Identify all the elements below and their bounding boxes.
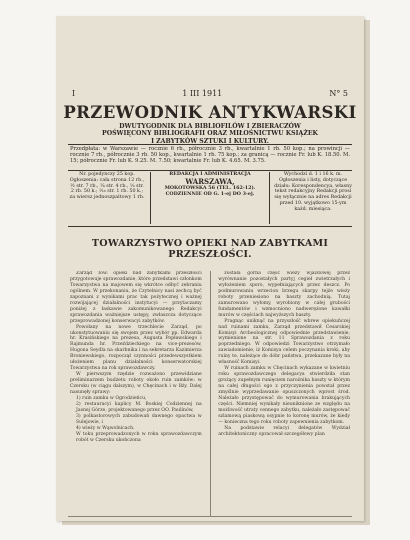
office-hours: CODZIENNIE OD G. 1-ej DO 3-ej. — [165, 190, 255, 197]
subscription-prices: Przedpłata: w Warszawie — rocznie 6 rb., półrocznie 3 rb., kwartalnie 1 rb. 50 kop.; na prowincji — rocznie 7 rb., półrocznie 3 rb. 50 kop., kwartalnie 1 rb. 75 kop.; za granicą — rocznie Fr. lub K. 18.50. M. 15; półrocznie Fr. lub K. 9.25. M. 7.50; kwartalnie Fr. lub K. 4.65. M. 3.75. — [70, 146, 350, 165]
office-address: MOKOTOWSKA 56 (TEL. 162-12). — [164, 184, 256, 191]
info-publication — [270, 172, 352, 224]
office-heading: REDAKCJA I ADMINISTRACJA — [169, 171, 251, 177]
article-column-left — [70, 271, 202, 516]
list-item: 4) wieży w Wąwolnicach. — [76, 425, 135, 431]
subtitle-line: DWUTYGODNIK DLA BIBLIOFILÓW I ZBIERACZÓW — [119, 123, 301, 130]
subtitle-line: POŚWIĘCONY BIBLIOGRAFII ORAZ MIŁOŚNICTWU KSIĄŻEK — [102, 130, 318, 138]
article-title-line: PRZESZŁOŚCI. — [168, 249, 252, 260]
correspondence-note: Ogłoszenia i listy, dotyczące działu: Korespondencya, własny tekst redakcyjny Redakcji prosi się wyłącznie na adres Redakcji przed 10. wyjątkowo 15-ym każd. miesiąca. — [274, 177, 352, 212]
article-body — [70, 271, 350, 516]
article-paragraph: W pierwszym rzędzie rozważono przewidziane preliminarzem budżetu roboty około ruin zamków: w Czersku (w ciągu dalszym), w Chęcinach i w Iłży. Dalej nasunęły sprawy: — [70, 372, 202, 396]
single-issue-price: Nr. pojedynczy 25 kop. — [79, 172, 135, 177]
issue-header — [72, 89, 348, 98]
info-box — [68, 172, 352, 224]
list-item: 1) ruin zamku w Ogrodzieńcu, — [76, 396, 147, 402]
divider-rule — [68, 144, 352, 145]
list-item: 3) polkastorowych zabudowań dawnego opactwa w Sulejowie, i — [76, 413, 202, 425]
article-paragraph: Na podstawie relacyi delegatów Wydział architektoniczny opracował szczegółowy plan — [218, 425, 350, 437]
bottom-rule — [68, 516, 352, 517]
list-item: 2) restauracyi kaplicy M. Boskiej Codziennej na Jasnej Górze, projektowanego przez OO. Paulinów, — [76, 401, 202, 413]
article-paragraph: Pragnąc uniknąć na przyszłość wbrew opiekuńczej nad ruinami zamku, Zarząd przedstawił Cesarskiej Komisyi Archeologicznej odpowiednie przedstawienie, wymienione na str. 11 Sprawozdania z roku poprzedniego. W odpowiedzi Towarzystwo otrzymało zawiadomienie, iż Komisya celem poczynania kroki, aby ruiny te, należące do dóbr państwa, przekazane były na własność Komisyi. — [218, 318, 350, 366]
column-divider — [210, 271, 211, 516]
article-column-right — [218, 271, 350, 516]
masthead-subtitle — [64, 123, 356, 145]
info-editorial-office — [150, 172, 270, 224]
article-paragraph: Zarząd Tow. opieki nad zabytkami przeszłości przygotowuje sprawozdanie, które przedstawi członkom Towarzystwa na majowem się wkrótce odbyć zebraniu ogólnem. W przekonaniu, że Czytelnicy nasi zechcą być zapoznani z wynikami prac tak pożytecznej i ważnej rozwijającej działalności instytucyi — przytaczamy poniżej z łaskawie zakomunikowanego Redakcyi sprawozdania ważniejsze ustępy, zwłaszcza dotyczące przeprowadzonej konserwacyi zabytków. — [70, 271, 202, 324]
volume-number: I — [72, 89, 76, 98]
issue-number: N° 5 — [329, 89, 348, 98]
article-title-line: TOWARZYSTWO OPIEKI NAD ZABYTKAMI — [91, 238, 329, 249]
publication-schedule: Wychodzi d. 1 i 16 k. m. — [283, 172, 343, 177]
newspaper-page — [56, 16, 364, 521]
subtitle-line: I ZABYTKÓW SZTUKI I KULTURY. — [151, 137, 269, 145]
divider-rule — [68, 226, 352, 227]
article-paragraph: Powołany na nowe trzechlecie Zarząd, po ukonstytuowaniu się swojem przez wybór pp. Edwarda hr. Krasińskiego na prezesa, Augusta Popławskiego i Rajmunda hr. Przeździeckiego na vice-prezesów, Hugona Seydla na skarbnika i na sekretarza Kazimierza Broniewskiego, rozpoczął czynności przedewszystkiem ułożeniem planu działalności konserwatorskiej Towarzystwa na rok sprawozdawczy. — [70, 324, 202, 372]
issue-date: 1 III 1911 — [182, 89, 223, 98]
article-paragraph: W ruinach zamku w Chęcinach wykazane w kwietniu roku sprawozdawczego delegacya stwierdziła stan grożący zupełnym runięciem narożnika baszty w którym na całej długości ogo z przyczynienia powstał przez zmyślnie wyprzedawanie opuszczonych wprost środ. Należało przystępować do wymurowania brakujących części. Niemniej wynikały nieuniknione ze względu na możliwość utraty cennego zabytku, należało zastępować szlamową piaskową osypnie to koronę murów, że kiedy — konieczna tego roku roboty zapewnienia zabytkom. — [218, 366, 350, 425]
masthead-title: PRZEWODNIK ANTYKWARSKI — [63, 103, 357, 122]
article-title — [56, 238, 364, 260]
info-advertising — [68, 172, 150, 224]
advertising-rates: Ogłoszenia: cała strona 12 rb., ½ str. 7 rb., ¼ str. 4 rb., ⅛ str. 2 rb. 50 k.; ¹⁄₁₆ str. 1 rb. 50 k.; za wiersz jednoszpaltowy 1 rb. — [69, 177, 145, 201]
office-city: WARSZAWA, — [185, 176, 235, 186]
article-paragraph: została górna część wieży wjazdowej przez wyrównanie pozostałych partyj cegieł zwietrzałych i wyłożeniem sporo, wypełniających przez deszcz. Po podmurowaniu wrzecion brzegu skarpy tejże wieży roboty przeniesiono na baszty zachodnią. Tutaj zamurowano wyłomy, wyrobiony w całej grubości fundamentów i wzmocniono nadwerężone kawałki murów w częściach najwyższych baszty. — [218, 271, 350, 318]
list-item: W toku przeprowadzonych w roku sprawozdawczym robót w Czersku ukończona — [76, 431, 202, 443]
